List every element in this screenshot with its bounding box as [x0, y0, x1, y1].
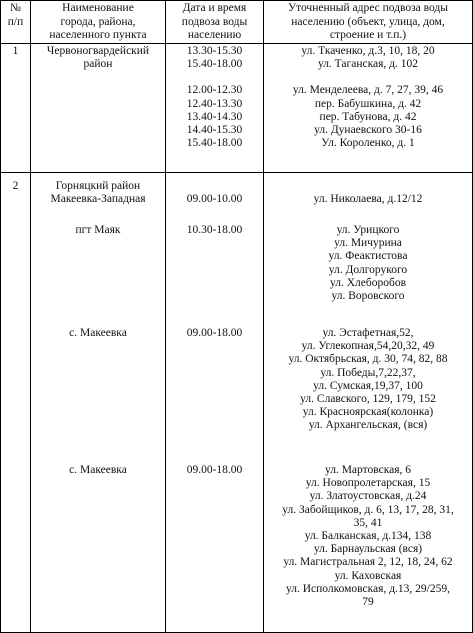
column-divider — [30, 0, 31, 633]
header-number — [1, 2, 30, 29]
header-address-line: строение и т.п.) — [329, 29, 407, 42]
delivery-time: 12.00-12.30 — [186, 84, 243, 97]
row-number: 1 — [12, 45, 19, 57]
delivery-time: 14.40-15.30 — [186, 124, 243, 137]
address-line: ул. Воровского — [331, 290, 405, 303]
address-line: ул. Каховская — [334, 569, 402, 582]
address-line: ул. Мартовская, 6 — [324, 464, 412, 476]
address-line: ул. Урицкого — [336, 224, 400, 236]
header-time-line: Дата и время — [182, 2, 247, 14]
header-time-line: населению — [187, 29, 242, 42]
delivery-time: 09.00-10.00 — [186, 193, 243, 205]
header-locality — [31, 2, 165, 43]
row-1-number — [1, 45, 30, 58]
address-line: ул. Славского, 129, 179, 152 — [300, 393, 436, 406]
row-2-block-2-time — [166, 224, 263, 237]
spacer — [264, 71, 472, 84]
delivery-time: 09.00-18.00 — [186, 464, 243, 476]
delivery-time: 13.30-15.30 — [186, 45, 243, 57]
row-2-block-4-addresses — [264, 464, 472, 609]
row-1-times — [166, 45, 263, 150]
row-2-number — [1, 180, 30, 193]
locality-name: пгт Маяк — [75, 224, 121, 236]
header-number-line: № — [10, 2, 21, 14]
delivery-time: 10.30-18.00 — [186, 224, 243, 236]
locality-name: Червоногвардейский — [46, 45, 150, 57]
row-1-addresses — [264, 45, 472, 150]
address-line: ул. Победы,7,22,37, — [320, 366, 416, 379]
header-number-line: п/п — [7, 15, 24, 28]
header-delivery-time — [166, 2, 263, 43]
row-2-block-1-locality — [31, 180, 165, 206]
address-line: ул. Феактистова — [328, 250, 408, 263]
row-1-locality — [31, 45, 165, 71]
address-line: ул. Менделеева, д. 7, 27, 39, 46 — [292, 84, 444, 97]
address-line: ул. Забойщиков, д. 6, 13, 17, 28, 31, — [282, 503, 454, 516]
row-2-block-1-time — [166, 193, 263, 206]
address-line: 79 — [362, 596, 374, 609]
header-address-line: Уточненный адрес подвоза воды — [287, 2, 449, 14]
address-line: ул. Балканская, д.134, 138 — [304, 530, 432, 543]
locality-name: с. Макеевка — [69, 464, 127, 476]
row-2-block-3-addresses — [264, 327, 472, 433]
locality-name: Горняцкий район — [55, 180, 141, 192]
table-border-top — [0, 0, 473, 1]
address-line: ул. Магистральная 2, 12, 18, 24, 62 — [283, 556, 453, 569]
header-address — [264, 2, 472, 43]
header-locality-line: города, района, — [60, 15, 136, 28]
address-line: ул. Архангельская, (вся) — [308, 419, 428, 432]
address-line: ул. Хлеборобов — [329, 276, 406, 289]
row-2-block-4-time — [166, 464, 263, 477]
address-line: ул. Дунаевского 30-16 — [314, 124, 422, 137]
table-border-left — [0, 0, 1, 633]
address-line: ул. Красноярская(колонка) — [302, 406, 434, 419]
address-line: ул. Углекопная,54,20,32, 49 — [301, 340, 435, 353]
header-locality-line: Наименование — [62, 2, 134, 14]
delivery-time: 13.40-14.30 — [186, 110, 243, 123]
locality-name: район — [83, 58, 113, 71]
row-2-block-3-time — [166, 327, 263, 340]
address-line: пер. Бабушкина, д. 42 — [314, 97, 422, 110]
address-line: ул. Ткаченко, д.3, 10, 18, 20 — [301, 45, 435, 57]
row-2-block-2-locality — [31, 224, 165, 237]
spacer — [166, 71, 263, 84]
address-line: ул. Николаева, д.12/12 — [313, 193, 423, 205]
header-divider — [0, 43, 473, 44]
delivery-time: 15.40-18.00 — [186, 58, 243, 71]
address-line: ул. Златоустовская, д.24 — [309, 490, 427, 503]
address-line: ул. Сумская,19,37, 100 — [313, 379, 423, 392]
address-line: пер. Табунова, д. 42 — [319, 110, 417, 123]
header-address-line: населению (объект, улица, дом, — [291, 15, 445, 28]
address-line: ул. Эстафетная,52, — [322, 327, 414, 339]
row-2-block-4-locality — [31, 464, 165, 477]
address-line: ул. Таганская, д. 102 — [317, 58, 419, 71]
row-2-block-1-addresses — [264, 193, 472, 206]
address-line: ул. Долгорукого — [328, 263, 408, 276]
delivery-time: 09.00-18.00 — [186, 327, 243, 339]
locality-name: с. Макеевка — [69, 327, 127, 339]
address-line: ул. Исполкомовская, д.13, 29/259, — [285, 582, 450, 595]
address-line: ул. Октябрьская, д. 30, 74, 82, 88 — [288, 353, 448, 366]
delivery-time: 15.40-18.00 — [186, 137, 243, 150]
row-2-block-3-locality — [31, 327, 165, 340]
address-line: 35, 41 — [353, 516, 383, 529]
row-number: 2 — [12, 180, 19, 192]
address-line: Ул. Короленко, д. 1 — [321, 137, 415, 150]
address-line: ул. Барнаульская (вся) — [313, 543, 423, 556]
row-2-block-2-addresses — [264, 224, 472, 303]
delivery-time: 12.40-13.30 — [186, 97, 243, 110]
locality-name: Макеевка-Западная — [50, 193, 146, 206]
address-line: ул. Мичурина — [334, 237, 402, 250]
row-divider — [0, 172, 473, 173]
address-line: ул. Новопролетарская, 15 — [305, 477, 431, 490]
header-locality-line: населенного пункта — [49, 29, 147, 42]
header-time-line: подвоза воды — [181, 15, 248, 28]
